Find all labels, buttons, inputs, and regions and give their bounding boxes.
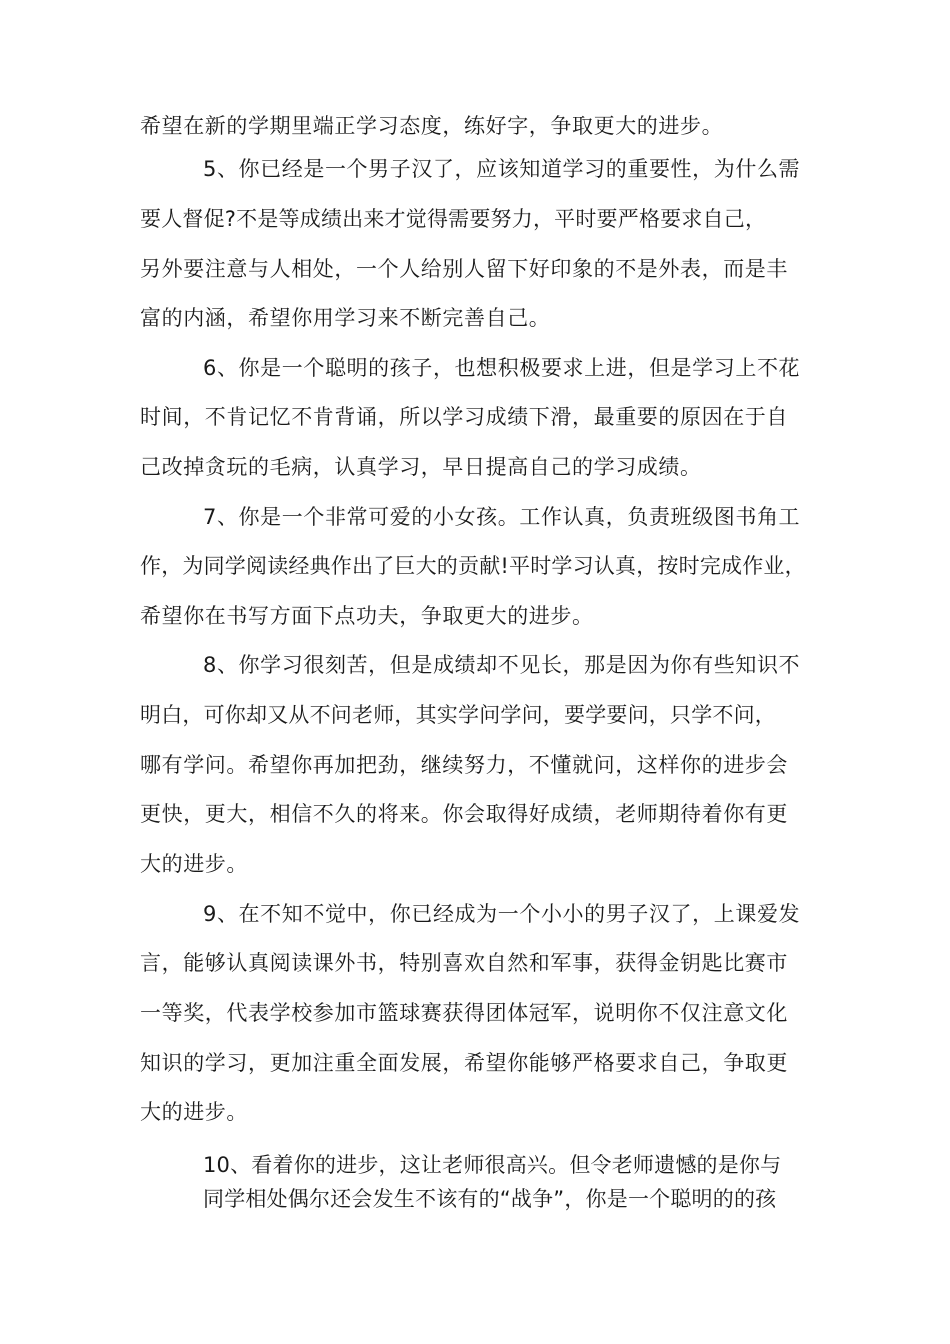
text-line: 要人督促?不是等成绩出来才觉得需要努力，平时要严格要求自己， — [140, 207, 767, 231]
text-line: 5、你已经是一个男子汉了，应该知道学习的重要性，为什么需 — [203, 157, 801, 181]
text-line: 富的内涵，希望你用学习来不断完善自己。 — [140, 306, 551, 330]
text-line: 知识的学习，更加注重全面发展，希望你能够严格要求自己，争取更 — [140, 1051, 788, 1075]
text-line: 更快，更大，相信不久的将来。你会取得好成绩，老师期待着你有更 — [140, 802, 788, 826]
text-line: 6、你是一个聪明的孩子，也想积极要求上进，但是学习上不花 — [203, 356, 801, 380]
text-line: 8、你学习很刻苦，但是成绩却不见长，那是因为你有些知识不 — [203, 653, 801, 677]
text-line: 己改掉贪玩的毛病，认真学习，早日提高自己的学习成绩。 — [140, 455, 702, 479]
text-line: 希望在新的学期里端正学习态度，练好字，争取更大的进步。 — [140, 114, 724, 138]
text-line: 希望你在书写方面下点功夫，争取更大的进步。 — [140, 604, 594, 628]
text-line: 一等奖，代表学校参加市篮球赛获得团体冠军，说明你不仅注意文化 — [140, 1001, 788, 1025]
text-line: 9、在不知不觉中，你已经成为一个小小的男子汉了，上课爱发 — [203, 902, 801, 926]
text-line: 大的进步。 — [140, 1100, 248, 1124]
text-line: 言，能够认真阅读课外书，特别喜欢自然和军事，获得金钥匙比赛市 — [140, 951, 788, 975]
text-line: 7、你是一个非常可爱的小女孩。工作认真，负责班级图书角工 — [203, 505, 801, 529]
text-line: 大的进步。 — [140, 852, 248, 876]
text-line: 作，为同学阅读经典作出了巨大的贡献!平时学习认真，按时完成作业， — [140, 554, 806, 578]
text-line: 同学相处偶尔还会发生不该有的“战争”，你是一个聪明的的孩 — [203, 1187, 777, 1211]
text-line: 时间，不肯记忆不肯背诵，所以学习成绩下滑，最重要的原因在于自 — [140, 405, 788, 429]
text-line: 哪有学问。希望你再加把劲，继续努力，不懂就问，这样你的进步会 — [140, 753, 788, 777]
text-line: 另外要注意与人相处，一个人给别人留下好印象的不是外表，而是丰 — [140, 257, 788, 281]
text-line: 10、看着你的进步，这让老师很高兴。但令老师遗憾的是你与 — [203, 1153, 782, 1177]
text-line: 明白，可你却又从不问老师，其实学问学问，要学要问，只学不问， — [140, 703, 776, 727]
